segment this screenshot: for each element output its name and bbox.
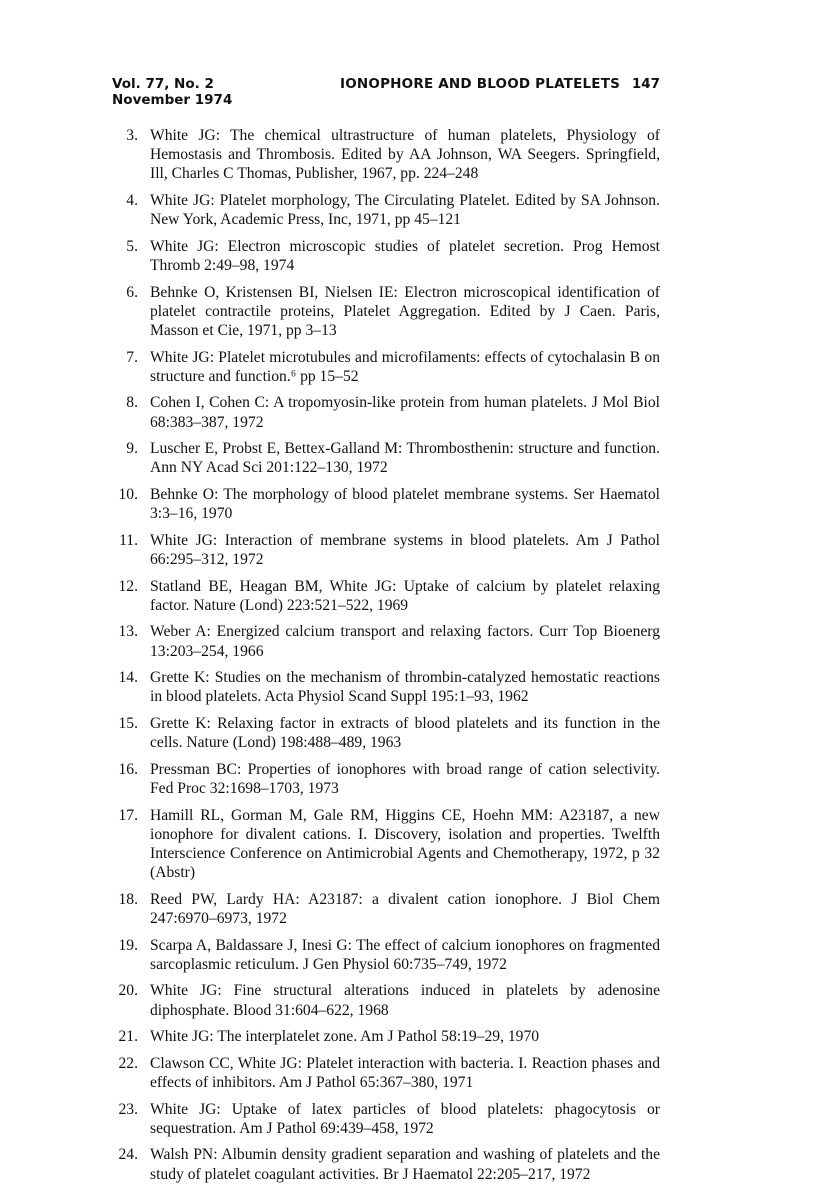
reference-text: Clawson CC, White JG: Platelet interaction with bacteria. I. Reaction phases and effects of inhibitors. Am J Pathol 65:367–380, 1971 [150,1054,660,1091]
reference-number: 10. [118,485,138,503]
reference-text: Behnke O, Kristensen BI, Nielsen IE: Electron microscopical identification of platelet contractile proteins, Platelet Aggregation. Edited by J Caen. Paris, Masson et Cie, 1971, pp 3–13 [150,283,660,339]
reference-text: Grette K: Studies on the mechanism of thrombin-catalyzed hemostatic reactions in blood platelets. Acta Physiol Scand Suppl 195:1–93, 1962 [150,669,660,706]
reference-text: White JG: Platelet morphology, The Circulating Platelet. Edited by SA Johnson. New York, Academic Press, Inc, 1971, pp 45–121 [150,192,660,229]
reference-number: 3. [126,127,138,144]
reference-text: White JG: Electron microscopic studies of platelet secretion. Prog Hemost Thromb 2:49–98, 1974 [150,237,660,274]
running-title: IONOPHORE AND BLOOD PLATELETS [340,76,621,92]
reference-number: 13. [118,623,138,641]
reference-item [112,1054,660,1092]
reference-number: 16. [118,760,138,778]
reference-number: 14. [118,669,138,687]
issue-date: November 1974 [112,92,233,108]
reference-text: White JG: Platelet microtubules and microfilaments: effects of cytochalasin B on structure and function.⁶ pp 15–52 [150,348,660,385]
reference-item [112,348,660,386]
reference-item [112,1100,660,1138]
reference-item [112,283,660,341]
reference-number: 21. [118,1028,138,1046]
reference-item [112,577,660,615]
reference-item [112,1145,660,1183]
reference-item [112,485,660,523]
reference-number: 7. [126,348,138,366]
reference-item [112,237,660,275]
reference-text: Hamill RL, Gorman M, Gale RM, Higgins CE, Hoehn MM: A23187, a new ionophore for divalent cations. I. Discovery, isolation and properties. Twelfth Interscience Conference on Antimicrobial Agents and Chemotherapy, 1972, p 32 (Abstr) [150,806,660,882]
reference-number: 19. [118,936,138,954]
reference-item [112,936,660,974]
reference-text: White JG: The interplatelet zone. Am J Pathol 58:19–29, 1970 [150,1028,540,1046]
reference-number: 12. [118,577,138,595]
reference-number: 5. [126,237,138,255]
reference-text: White JG: Interaction of membrane systems in blood platelets. Am J Pathol 66:295–312, 1972 [150,531,660,568]
reference-text: Statland BE, Heagan BM, White JG: Uptake of calcium by platelet relaxing factor. Nature (Lond) 223:521–522, 1969 [150,577,660,614]
reference-text: Grette K: Relaxing factor in extracts of blood platelets and its function in the cells. Nature (Lond) 198:488–489, 1963 [150,714,660,752]
reference-text: Scarpa A, Baldassare J, Inesi G: The effect of calcium ionophores on fragmented sarcoplasmic reticulum. J Gen Physiol 60:735–749, 1972 [150,936,660,973]
reference-text: Cohen I, Cohen C: A tropomyosin-like protein from human platelets. J Mol Biol 68:383–387, 1972 [150,394,660,431]
reference-text: Pressman BC: Properties of ionophores with broad range of cation selectivity. Fed Proc 32:1698–1703, 1973 [150,760,660,797]
reference-number: 6. [126,283,138,301]
reference-number: 18. [118,890,138,908]
reference-item [112,439,660,477]
reference-text: White JG: Fine structural alterations induced in platelets by adenosine diphosphate. Blood 31:604–622, 1968 [150,982,660,1019]
reference-item [112,622,660,660]
reference-number: 11. [119,531,138,549]
reference-item [112,393,660,431]
reference-text: Luscher E, Probst E, Bettex-Galland M: Thrombosthenin: structure and function. Ann NY Acad Sci 201:122–130, 1972 [150,440,660,477]
reference-number: 23. [118,1100,138,1118]
reference-text: Weber A: Energized calcium transport and relaxing factors. Curr Top Bioenerg 13:203–254, 1966 [150,623,660,660]
reference-item [112,191,660,229]
reference-number: 4. [126,192,138,209]
volume-issue: Vol. 77, No. 2 [112,76,214,92]
reference-number: 22. [118,1054,138,1072]
reference-text: White JG: Uptake of latex particles of blood platelets: phagocytosis or sequestration. Am J Pathol 69:439–458, 1972 [150,1100,660,1137]
reference-number: 24. [118,1146,138,1164]
reference-text: White JG: The chemical ultrastructure of human platelets, Physiology of Hemostasis and Thrombosis. Edited by AA Johnson, WA Seegers. Springfield, Ill, Charles C Thomas, Publisher, 1967, pp. 224–248 [150,127,660,183]
reference-number: 9. [126,440,138,458]
reference-item [112,981,660,1019]
page-number: 147 [631,76,660,92]
reference-list [112,126,660,1191]
reference-item [112,531,660,569]
reference-item [112,760,660,798]
reference-text: Behnke O: The morphology of blood platelet membrane systems. Ser Haematol 3:3–16, 1970 [150,485,660,523]
journal-info [112,76,232,108]
reference-text: Walsh PN: Albumin density gradient separation and washing of platelets and the study of platelet coagulant activities. Br J Haematol 22:205–217, 1972 [150,1146,660,1183]
reference-text: Reed PW, Lardy HA: A23187: a divalent cation ionophore. J Biol Chem 247:6970–6973, 1972 [150,890,660,927]
reference-item [112,668,660,706]
reference-item [112,890,660,928]
reference-number: 8. [126,394,138,412]
reference-number: 17. [118,806,138,824]
reference-number: 15. [118,714,138,732]
reference-item [112,126,660,184]
reference-number: 20. [118,982,138,1000]
reference-item [112,714,660,752]
reference-item [112,1027,660,1046]
reference-item [112,806,660,883]
